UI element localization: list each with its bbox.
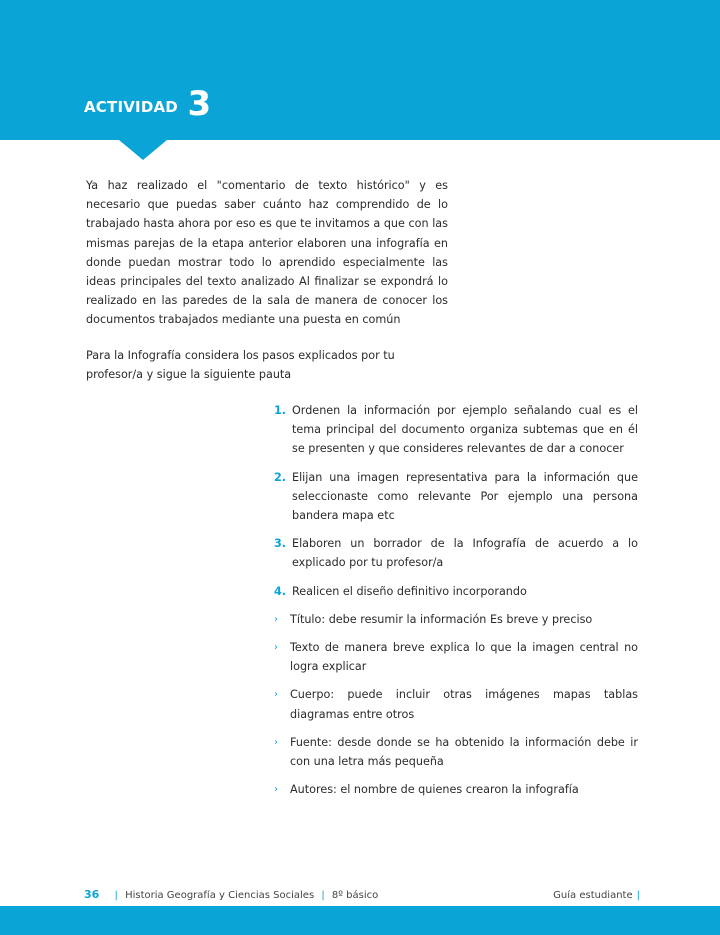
page-number: 36 (84, 888, 100, 901)
guide-label: Guía estudiante (553, 890, 633, 901)
bullet-item (274, 610, 638, 629)
footer-bar (0, 906, 720, 935)
step-item (274, 582, 638, 601)
bullet-item (274, 638, 638, 676)
footer-separator: | (321, 890, 325, 901)
footer-guide (553, 890, 640, 901)
bullet-text: Fuente: desde donde se ha obtenido la información debe ir con una letra más pequeña (290, 735, 638, 769)
step-number: 1. (274, 404, 287, 417)
chevron-right-icon: › (274, 784, 278, 796)
intro-paragraph: Ya haz realizado el "comentario de texto histórico" y es necesario que puedas saber cuánto haz comprendido de lo trabajado hasta ahora por eso es que te invitamos a que con las mismas parejas de la etapa anterior elaboren una infografía en donde puedan mostrar todo lo aprendido especialmente las ideas principales del texto analizado Al finalizar se expondrá lo realizado en las paredes de la sala de manera de conocer los documentos trabajados mediante una puesta en común (86, 179, 448, 327)
step-text: Elaboren un borrador de la Infografía de acuerdo a lo explicado por tu profesor/a (292, 537, 638, 570)
footer-separator: | (636, 890, 640, 901)
activity-word: ACTIVIDAD (84, 98, 178, 116)
step-item (274, 534, 638, 572)
footer-separator: | (114, 890, 118, 901)
activity-number: 3 (187, 84, 212, 124)
bullet-text: Título: debe resumir la información Es breve y preciso (290, 612, 593, 626)
chevron-right-icon: › (274, 736, 278, 748)
header-banner (0, 0, 720, 140)
bullet-text: Texto de manera breve explica lo que la imagen central no logra explicar (290, 641, 638, 674)
chevron-right-icon: › (274, 642, 278, 654)
step-item (274, 401, 638, 459)
bullet-item (274, 780, 638, 799)
step-text: Ordenen la información por ejemplo señalando cual es el tema principal del documento organiza subtemas que en él se presenten y que consideres relevantes de dar a conocer (292, 404, 638, 456)
chevron-right-icon: › (274, 613, 278, 625)
bullet-text: Cuerpo: puede incluir otras imágenes mapas tablas diagramas entre otros (290, 688, 638, 721)
footer-grade: 8º básico (331, 890, 379, 901)
footer-subject: Historia Geografía y Ciencias Sociales (125, 890, 315, 901)
step-text: Realicen el diseño definitivo incorporando (292, 584, 527, 598)
instruction-paragraph: Para la Infografía considera los pasos explicados por tu profesor/a y sigue la siguiente pauta (86, 349, 395, 382)
bullet-item (274, 733, 638, 771)
step-number: 3. (274, 537, 287, 551)
bullet-item (274, 685, 638, 723)
activity-title (84, 84, 211, 124)
step-item (274, 468, 638, 526)
steps-list (274, 401, 638, 808)
step-number: 2. (274, 470, 287, 484)
bullet-text: Autores: el nombre de quienes crearon la infografía (290, 783, 579, 797)
step-number: 4. (274, 584, 287, 598)
banner-notch (119, 140, 167, 160)
chevron-right-icon: › (274, 689, 278, 701)
step-text: Elijan una imagen representativa para la información que seleccionaste como relevante Por ejemplo una persona bandera mapa etc (292, 470, 638, 523)
